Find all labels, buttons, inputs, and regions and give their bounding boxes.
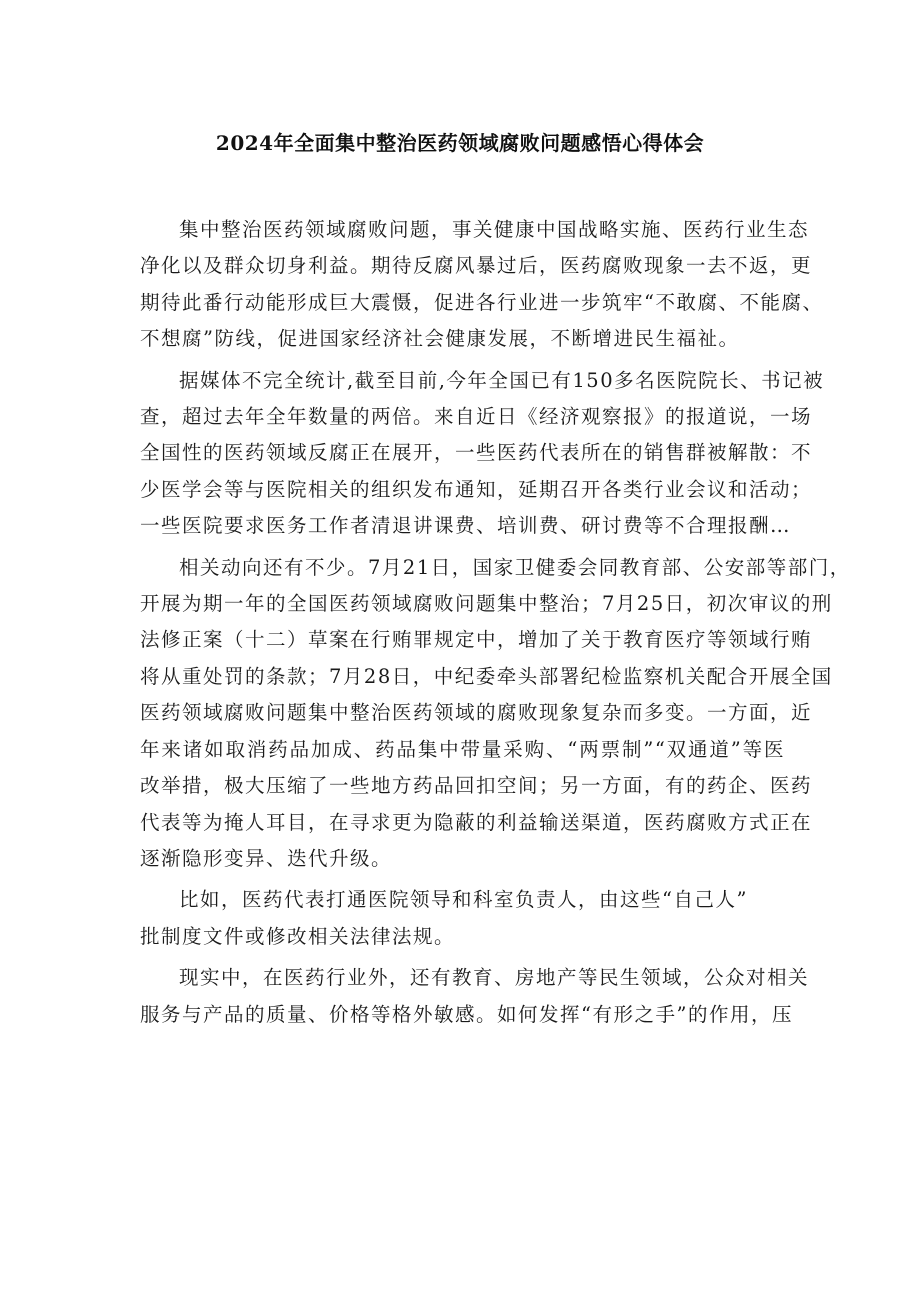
paragraph-4 [140, 882, 785, 955]
paragraph-2 [140, 363, 825, 545]
text-line: 服务与产品的质量、价格等格外敏感。如何发挥“有形之手”的作用，压 [140, 1002, 793, 1026]
text-line: 医药领域腐败问题集中整治医药领域的腐败现象复杂而多变。一方面，近 [140, 701, 813, 725]
text-line: 批制度文件或修改相关法律法规。 [140, 924, 456, 948]
text-line: 法修正案（十二）草案在行贿罪规定中，增加了关于教育医疗等领域行贿 [140, 628, 813, 652]
text-line: 少医学会等与医院相关的组织发布通知，延期召开各类行业会议和活动； [140, 477, 813, 501]
paragraph-5 [140, 960, 810, 1033]
text-line: 逐渐隐形变异、迭代升级。 [140, 846, 393, 870]
text-line: 年来诸如取消药品加成、药品集中带量采购、“两票制”“双通道”等医 [140, 737, 785, 761]
text-line: 全国性的医药领域反腐正在展开，一些医药代表所在的销售群被解散：不 [140, 441, 813, 465]
text-line: 不想腐”防线，促进国家经济社会健康发展，不断增进民生福祉。 [140, 327, 740, 351]
text-line: 比如，医药代表打通医院领导和科室负责人，由这些“自己人” [179, 888, 748, 912]
text-line: 查，超过去年全年数量的两倍。来自近日《经济观察报》的报道说，一场 [140, 405, 813, 429]
text-line: 现实中，在医药行业外，还有教育、房地产等民生领域，公众对相关 [179, 966, 810, 990]
paragraph-1 [140, 212, 824, 358]
text-line: 将从重处罚的条款；7月28日，中纪委牵头部署纪检监察机关配合开展全国 [140, 664, 833, 688]
text-line: 净化以及群众切身利益。期待反腐风暴过后，医药腐败现象一去不返，更 [140, 254, 813, 278]
text-line: 改举措，极大压缩了一些地方药品回扣空间；另一方面，有的药企、医药 [140, 774, 813, 798]
text-line: 开展为期一年的全国医药领域腐败问题集中整治；7月25日，初次审议的刑 [140, 592, 833, 616]
text-line: 相关动向还有不少。7月21日，国家卫健委会同教育部、公安部等部门， [179, 555, 851, 579]
text-line: 一些医院要求医务工作者清退讲课费、培训费、研讨费等不合理报酬… [140, 514, 792, 538]
text-line: 期待此番行动能形成巨大震慑，促进各行业进一步筑牢“不敢腐、不能腐、 [140, 290, 824, 314]
paragraph-3 [140, 550, 851, 878]
document-body [140, 212, 851, 1038]
text-line: 集中整治医药领域腐败问题，事关健康中国战略实施、医药行业生态 [179, 218, 810, 241]
text-line: 据媒体不完全统计,截至目前,今年全国已有150多名医院院长、书记被 [179, 368, 825, 392]
document-title: 2024年全面集中整治医药领域腐败问题感悟心得体会 [215, 131, 705, 155]
text-line: 代表等为掩人耳目，在寻求更为隐蔽的利益输送渠道，医药腐败方式正在 [140, 810, 813, 834]
